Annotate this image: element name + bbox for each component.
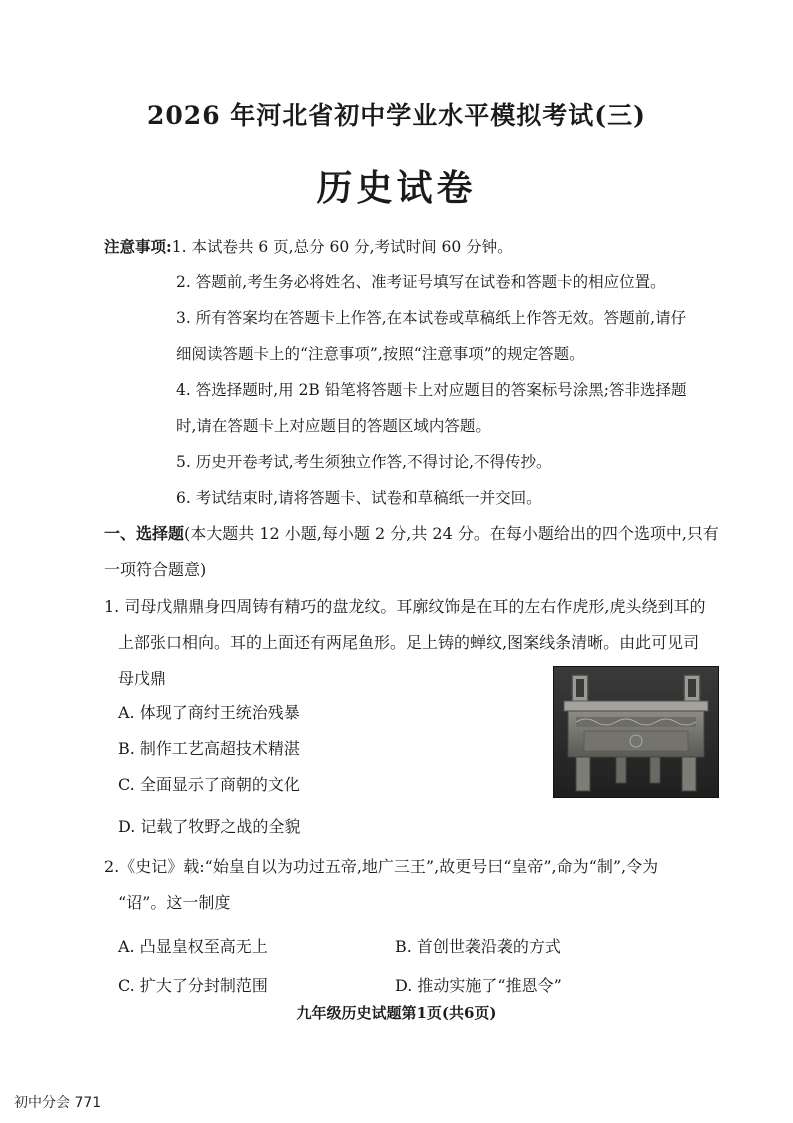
section-instructions: (本大题共 12 小题,每小题 2 分,共 24 分。在每小题给出的四个选项中,只有 xyxy=(184,524,719,543)
bronze-ding-photo xyxy=(553,666,719,798)
q1-option-d: D. 记载了牧野之战的全貌 xyxy=(118,817,301,836)
q2-option-c: C. 扩大了分封制范围 xyxy=(118,976,268,995)
exam-subject-title: 历史试卷 xyxy=(316,167,477,209)
q1-option-c: C. 全面显示了商朝的文化 xyxy=(118,775,300,794)
corner-mark: 初中分会 771 xyxy=(14,1095,102,1111)
q2-stem-line-2: “诏”。这一制度 xyxy=(118,893,231,912)
notice-item-6: 6. 考试结束时,请将答题卡、试卷和草稿纸一并交回。 xyxy=(176,489,542,507)
notice-item-1: 1. 本试卷共 6 页,总分 60 分,考试时间 60 分钟。 xyxy=(171,238,513,256)
notice-item-4b: 时,请在答题卡上对应题目的答题区域内答题。 xyxy=(176,417,491,435)
q2-stem-line-1: 2.《史记》载:“始皇自以为功过五帝,地广三王”,故更号曰“皇帝”,命为“制”,令为 xyxy=(104,857,659,876)
q1-stem-line-3: 母戊鼎 xyxy=(118,669,167,688)
section-label: 一、选择题 xyxy=(104,524,185,543)
notice-item-5: 5. 历史开卷考试,考生须独立作答,不得讨论,不得传抄。 xyxy=(176,453,552,471)
q1-option-b: B. 制作工艺高超技术精湛 xyxy=(118,739,300,758)
bronze-ding-illustration xyxy=(554,667,718,797)
q1-option-a: A. 体现了商纣王统治残暴 xyxy=(118,703,300,722)
notice-item-2: 2. 答题前,考生务必将姓名、准考证号填写在试卷和答题卡的相应位置。 xyxy=(176,273,666,291)
q1-stem-line-1: 1. 司母戊鼎鼎身四周铸有精巧的盘龙纹。耳廓纹饰是在耳的左右作虎形,虎头绕到耳的 xyxy=(104,597,706,616)
q2-option-d: D. 推动实施了“推恩令” xyxy=(395,976,562,995)
section-heading xyxy=(104,521,719,544)
q2-option-a: A. 凸显皇权至高无上 xyxy=(118,937,268,956)
notice-line-1 xyxy=(104,235,513,257)
notice-item-3b: 细阅读答题卡上的“注意事项”,按照“注意事项”的规定答题。 xyxy=(176,345,585,363)
q1-stem-line-2: 上部张口相向。耳的上面还有两尾鱼形。足上铸的蝉纹,图案线条清晰。由此可见司 xyxy=(118,633,700,652)
exam-title: 2026 年河北省初中学业水平模拟考试(三) xyxy=(147,101,646,130)
notice-item-3a: 3. 所有答案均在答题卡上作答,在本试卷或草稿纸上作答无效。答题前,请仔 xyxy=(176,309,687,327)
notice-label: 注意事项: xyxy=(104,237,172,256)
q2-option-b: B. 首创世袭沿袭的方式 xyxy=(395,937,561,956)
notice-item-4a: 4. 答选择题时,用 2B 铅笔将答题卡上对应题目的答案标号涂黑;答非选择题 xyxy=(176,381,687,399)
section-instructions-cont: 一项符合题意) xyxy=(104,560,207,579)
page-footer: 九年级历史试题第1页(共6页) xyxy=(296,1004,497,1022)
